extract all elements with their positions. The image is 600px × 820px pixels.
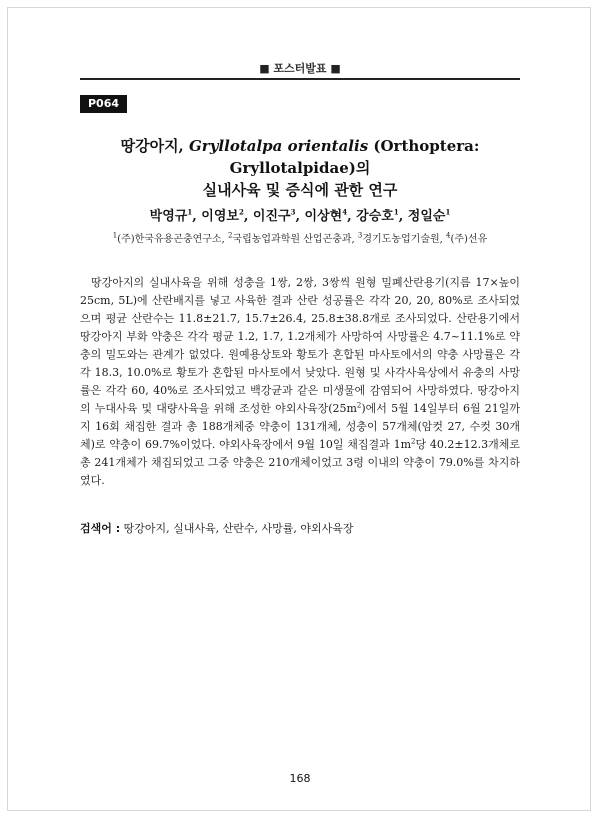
affiliation-list <box>40 230 560 245</box>
header-rule <box>80 78 520 80</box>
section-header: ■ 포스터발표 ■ <box>259 62 341 75</box>
author: 정일순$^1$ <box>407 207 451 224</box>
author: 강승호$^1$ <box>356 207 399 224</box>
poster-code-badge: P064 <box>80 95 127 113</box>
title-line-2: 실내사육 및 증식에 관한 연구 <box>202 181 398 199</box>
author: 이영보$^2$ <box>201 207 244 224</box>
title-line-1 <box>70 135 530 179</box>
author: 이상현$^4$ <box>304 207 348 224</box>
affiliation: $^1$(주)한국유용곤충연구소, <box>112 231 228 245</box>
page-number: 168 <box>289 772 311 785</box>
title-prefix: 땅강아지, <box>120 137 189 155</box>
abstract-body: 땅강아지의 실내사육을 위해 성충을 1쌍, 2쌍, 3쌍씩 원형 밀폐산란용기(지름 17×높이25cm, 5L)에 산란배지를 넣고 사육한 결과 산란 성공률은 각각 20, 20, 80%로 조사되었으며 평균 산란수는 11.8±21.7, 15.7±26.4, 25.8±38.8개로 조사되었다. 산란용기에서 땅강아지 부화 약충은 각각 평균 1.2, 1.7, 1.2개체가 사망하여 사망률은 4.7~11.1%로 약충의 밀도와는 관계가 없었다. 원예용상토와 황토가 혼합된 마사토에서의 약충 사망률은 각각 18.3, 10.0%로 황토가 혼합된 마사토에서 낮았다. 원형 및 사각사육상에서 유충의 사망률은 각각 60, 40%로 조사되었고 백강균과 같은 미생물에 감염되어 사망하였다. 땅강아지의 누대사육 및 대량사육을 위해 조성한 야외사육장$(25m^2)$에서 5월 14일부터 6월 21일까지 16회 채집한 결과 총 188개체중 약충이 131개체, 성충이 57개체(암컷 27, 수컷 30개체)로 약충이 69.7%이었다. 야외사육장에서 9월 10일 채집결과 $1m^2$당 40.2±12.3개체로 총 241개체가 채집되었고 그중 약충은 210개체이었고 3령 이내의 약충이 79.0%를 차지하였다. <box>80 276 521 487</box>
affiliation: $^2$국립농업과학원 산업곤충과, <box>227 231 358 245</box>
title-suffix: (Orthoptera: Gryllotalpidae)의 <box>229 137 480 177</box>
title-scientific-name: Gryllotalpa orientalis <box>189 137 369 155</box>
paper-title <box>70 135 530 201</box>
keywords-label: 검색어 : <box>80 522 121 535</box>
keywords-text: 땅강아지, 실내사육, 산란수, 사망률, 야외사육장 <box>120 522 354 535</box>
author-list: 박영규$^1$, 이영보$^2$, 이진구$^3$, 이상현$^4$, 강승호$^1$, 정일순$^1$ <box>149 207 451 224</box>
affiliation: $^4$(주)선유 <box>446 231 488 245</box>
affiliation: $^3$경기도농업기술원, <box>357 231 446 245</box>
author: 이진구$^3$ <box>252 207 296 224</box>
keywords <box>80 520 520 536</box>
author: 박영규$^1$ <box>149 207 193 224</box>
